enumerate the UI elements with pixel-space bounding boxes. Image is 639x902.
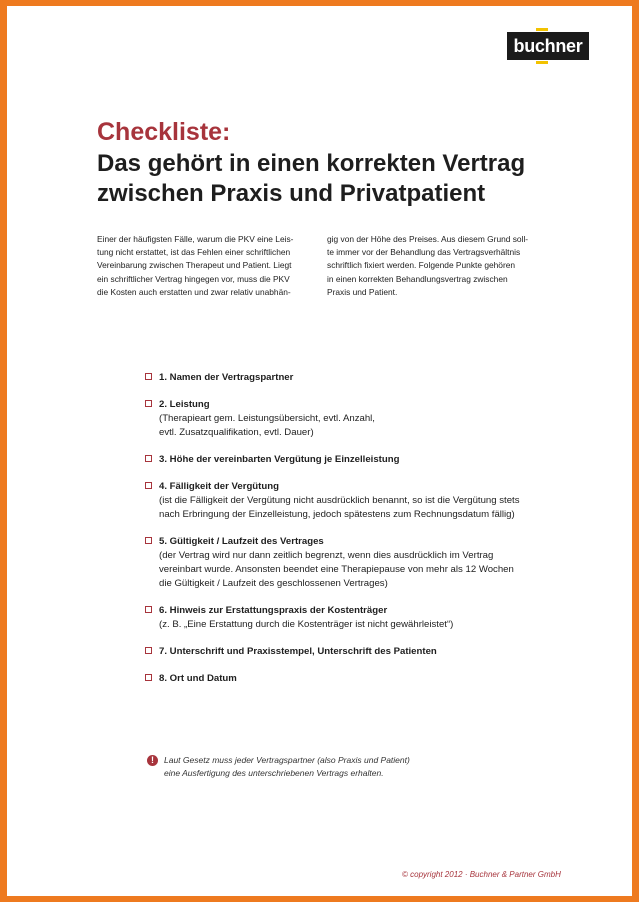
document-page — [7, 6, 632, 896]
logo-bar-top — [536, 28, 548, 31]
page-title — [97, 149, 525, 209]
checklist-item-1 — [145, 371, 565, 385]
checkbox[interactable] — [145, 647, 152, 654]
checkbox[interactable] — [145, 455, 152, 462]
item-detail: vereinbart wurde. Ansonsten beendet eine Therapiepause von mehr als 12 Wochen — [159, 564, 514, 575]
checkbox[interactable] — [145, 400, 152, 407]
logo-bar-bottom — [536, 61, 548, 64]
checkbox[interactable] — [145, 606, 152, 613]
item-title: 6. Hinweis zur Erstattungspraxis der Kostenträger — [159, 605, 388, 616]
intro-line: gig von der Höhe des Preises. Aus diesem Grund soll- — [327, 234, 529, 244]
checklist-heading: Checkliste: — [97, 118, 231, 146]
item-detail: nach Erbringung der Einzelleistung, jedoch spätestens zum Rechnungsdatum fällig) — [159, 509, 515, 520]
checklist-item-8 — [145, 672, 565, 686]
item-detail: (Therapieart gem. Leistungsübersicht, evtl. Anzahl, — [159, 413, 375, 424]
logo-text: buchner — [507, 32, 589, 60]
intro-line: te immer vor der Behandlung das Vertragsverhältnis — [327, 247, 521, 258]
intro-line: Vereinbarung zwischen Therapeut und Patient. Liegt — [97, 260, 292, 271]
item-title: 1. Namen der Vertragspartner — [159, 372, 294, 383]
intro-line: tung nicht erstattet, ist das Fehlen einer schriftlichen — [97, 247, 291, 258]
item-detail: (z. B. „Eine Erstattung durch die Kostenträger ist nicht gewährleistet“) — [159, 619, 454, 630]
intro-line: in einen korrekten Behandlungsvertrag zwischen — [327, 273, 508, 284]
item-title: 7. Unterschrift und Praxisstempel, Unterschrift des Patienten — [159, 646, 437, 657]
note-line: eine Ausfertigung des unterschriebenen Vertrags erhalten. — [164, 767, 384, 778]
item-title: 4. Fälligkeit der Vergütung — [159, 481, 279, 492]
checklist-item-4 — [145, 480, 565, 522]
checklist-item-2 — [145, 398, 565, 440]
intro-line: Praxis und Patient. — [327, 286, 398, 297]
checklist-item-3 — [145, 453, 565, 467]
checkbox[interactable] — [145, 537, 152, 544]
note-text — [164, 754, 410, 779]
intro-column-1 — [97, 233, 319, 299]
intro-column-2 — [327, 233, 549, 299]
checklist — [145, 371, 565, 699]
copyright-notice: © copyright 2012 · Buchner & Partner GmbH — [402, 870, 561, 879]
intro-line: die Kosten auch erstatten und zwar relativ unabhän- — [97, 286, 291, 297]
buchner-logo — [507, 28, 589, 64]
item-detail: (ist die Fälligkeit der Vergütung nicht ausdrücklich benannt, so ist die Vergütung stets — [159, 495, 520, 506]
item-detail: evtl. Zusatzqualifikation, evtl. Dauer) — [159, 427, 314, 438]
exclamation-icon: ! — [147, 755, 158, 766]
item-detail: die Gültigkeit / Laufzeit des geschlossenen Vertrages) — [159, 578, 388, 589]
checklist-item-6 — [145, 604, 565, 632]
item-detail: (der Vertrag wird nur dann zeitlich begrenzt, wenn dies ausdrücklich im Vertrag — [159, 550, 494, 561]
item-title: 2. Leistung — [159, 399, 210, 410]
item-title: 8. Ort und Datum — [159, 673, 237, 684]
title-line-1: Das gehört in einen korrekten Vertrag — [97, 150, 526, 177]
intro-line: ein schriftlicher Vertrag hingegen vor, muss die PKV — [97, 273, 290, 284]
item-title: 3. Höhe der vereinbarten Vergütung je Einzelleistung — [159, 454, 400, 465]
intro-line: schriftlich fixiert werden. Folgende Punkte gehören — [327, 260, 516, 271]
note-line: Laut Gesetz muss jeder Vertragspartner (also Praxis und Patient) — [164, 755, 410, 765]
checkbox[interactable] — [145, 373, 152, 380]
intro-line: Einer der häufigsten Fälle, warum die PKV eine Leis- — [97, 234, 294, 244]
title-line-2: zwischen Praxis und Privatpatient — [97, 180, 486, 207]
item-title: 5. Gültigkeit / Laufzeit des Vertrages — [159, 536, 324, 547]
checkbox[interactable] — [145, 482, 152, 489]
checklist-item-5 — [145, 535, 565, 591]
checkbox[interactable] — [145, 674, 152, 681]
checklist-item-7 — [145, 645, 565, 659]
